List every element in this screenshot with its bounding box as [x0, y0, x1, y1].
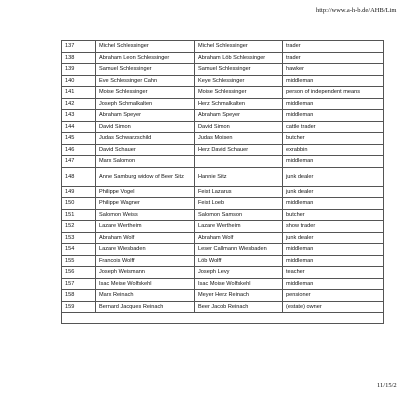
table-row	[62, 198, 384, 210]
row-number-cell: 159	[62, 301, 96, 313]
row-number-cell: 148	[62, 167, 96, 186]
row-number-cell: 155	[62, 255, 96, 267]
row-number-cell: 146	[62, 144, 96, 156]
occupation-cell: middleman	[283, 278, 384, 290]
name-cell: Lazare Wertheim	[96, 221, 195, 233]
row-number-cell: 156	[62, 267, 96, 279]
name-cell: Bernard Jacques Reinach	[96, 301, 195, 313]
original-name-cell: Keye Schlessinger	[195, 75, 283, 87]
occupation-cell: middleman	[283, 244, 384, 256]
original-name-cell: David Simon	[195, 121, 283, 133]
name-cell: Isac Meise Wolfskehl	[96, 278, 195, 290]
records-table	[61, 40, 384, 313]
table-row	[62, 98, 384, 110]
table-row	[62, 244, 384, 256]
table-row	[62, 186, 384, 198]
table-row	[62, 41, 384, 53]
row-number-cell: 149	[62, 186, 96, 198]
table-row	[62, 133, 384, 145]
original-name-cell: Meyer Herz Reinach	[195, 290, 283, 302]
occupation-cell: trader	[283, 52, 384, 64]
table-row	[62, 156, 384, 168]
name-cell: Moise Schlessinger	[96, 87, 195, 99]
occupation-cell: middleman	[283, 255, 384, 267]
table-row	[62, 278, 384, 290]
name-cell: David Schauer	[96, 144, 195, 156]
row-number-cell: 151	[62, 209, 96, 221]
name-cell: Abraham Speyer	[96, 110, 195, 122]
row-number-cell: 158	[62, 290, 96, 302]
row-number-cell: 144	[62, 121, 96, 133]
row-number-cell: 147	[62, 156, 96, 168]
original-name-cell: Judas Moisen	[195, 133, 283, 145]
original-name-cell: Feist Loeb	[195, 198, 283, 210]
name-cell: Salomon Weiss	[96, 209, 195, 221]
table-row	[62, 110, 384, 122]
table-row	[62, 290, 384, 302]
name-cell: Philippe Wagner	[96, 198, 195, 210]
original-name-cell: Herz Schmalkalten	[195, 98, 283, 110]
original-name-cell: Feist Lazarus	[195, 186, 283, 198]
table-row	[62, 64, 384, 76]
table-row	[62, 232, 384, 244]
occupation-cell: hawker	[283, 64, 384, 76]
occupation-cell: show trader	[283, 221, 384, 233]
original-name-cell: Leser Callmann Wiesbaden	[195, 244, 283, 256]
original-name-cell: Hannie Sitz	[195, 167, 283, 186]
original-name-cell: Michel Schlessinger	[195, 41, 283, 53]
original-name-cell: Samuel Schlessinger	[195, 64, 283, 76]
occupation-cell: trader	[283, 41, 384, 53]
name-cell: Philippe Vogel	[96, 186, 195, 198]
name-cell: Lazare Wiesbaden	[96, 244, 195, 256]
table-row	[62, 52, 384, 64]
occupation-cell: middleman	[283, 156, 384, 168]
original-name-cell: Löb Wolff	[195, 255, 283, 267]
table-row	[62, 209, 384, 221]
row-number-cell: 139	[62, 64, 96, 76]
occupation-cell: exrabbin	[283, 144, 384, 156]
occupation-cell: teacher	[283, 267, 384, 279]
name-cell: Marx Reinach	[96, 290, 195, 302]
original-name-cell: Herz David Schauer	[195, 144, 283, 156]
table-row	[62, 121, 384, 133]
original-name-cell: Isac Moise Wolfskehl	[195, 278, 283, 290]
name-cell: Marx Salomon	[96, 156, 195, 168]
original-name-cell: Abraham Speyer	[195, 110, 283, 122]
table-row	[62, 75, 384, 87]
table-row	[62, 221, 384, 233]
occupation-cell: person of independent means	[283, 87, 384, 99]
original-name-cell: Salomon Samson	[195, 209, 283, 221]
table-row	[62, 267, 384, 279]
records-table-body	[62, 41, 384, 313]
name-cell: Samuel Schlessinger	[96, 64, 195, 76]
original-name-cell: Lazare Wertheim	[195, 221, 283, 233]
name-cell: Francois Wolff	[96, 255, 195, 267]
occupation-cell: junk dealer	[283, 186, 384, 198]
original-name-cell	[195, 156, 283, 168]
row-number-cell: 143	[62, 110, 96, 122]
row-number-cell: 141	[62, 87, 96, 99]
occupation-cell: junk dealer	[283, 232, 384, 244]
table-row	[62, 301, 384, 313]
name-cell: Joseph Weismann	[96, 267, 195, 279]
table-row	[62, 144, 384, 156]
table-row	[62, 255, 384, 267]
page-date: 11/15/2	[377, 382, 397, 389]
name-cell: Anne Samburg widow of Beer Sitz	[96, 167, 195, 186]
name-cell: Eve Schlessinger Cahn	[96, 75, 195, 87]
occupation-cell: cattle trader	[283, 121, 384, 133]
name-cell: Judas Schwarzschild	[96, 133, 195, 145]
row-number-cell: 145	[62, 133, 96, 145]
table-row	[62, 167, 384, 186]
occupation-cell: middleman	[283, 110, 384, 122]
table-row	[62, 87, 384, 99]
table-blank-area	[61, 313, 384, 324]
row-number-cell: 142	[62, 98, 96, 110]
occupation-cell: butcher	[283, 133, 384, 145]
page-url: http://www.a-h-b.de/AHB/Lim	[316, 7, 397, 14]
row-number-cell: 150	[62, 198, 96, 210]
original-name-cell: Moise Schlessinger	[195, 87, 283, 99]
original-name-cell: Beer Jacob Reinach	[195, 301, 283, 313]
row-number-cell: 138	[62, 52, 96, 64]
occupation-cell: junk dealer	[283, 167, 384, 186]
occupation-cell: pensioner	[283, 290, 384, 302]
row-number-cell: 153	[62, 232, 96, 244]
occupation-cell: middleman	[283, 198, 384, 210]
row-number-cell: 152	[62, 221, 96, 233]
row-number-cell: 140	[62, 75, 96, 87]
occupation-cell: middleman	[283, 75, 384, 87]
name-cell: Michel Schlessinger	[96, 41, 195, 53]
name-cell: Abraham Wolf	[96, 232, 195, 244]
original-name-cell: Abraham Löb Schlessinger	[195, 52, 283, 64]
row-number-cell: 137	[62, 41, 96, 53]
original-name-cell: Joseph Levy	[195, 267, 283, 279]
name-cell: Abraham Leon Schlessinger	[96, 52, 195, 64]
records-table-container	[61, 40, 383, 324]
name-cell: Joseph Schmalkalten	[96, 98, 195, 110]
row-number-cell: 154	[62, 244, 96, 256]
occupation-cell: (estate) owner	[283, 301, 384, 313]
row-number-cell: 157	[62, 278, 96, 290]
name-cell: David Simon	[96, 121, 195, 133]
original-name-cell: Abraham Wolf	[195, 232, 283, 244]
occupation-cell: butcher	[283, 209, 384, 221]
occupation-cell: middleman	[283, 98, 384, 110]
